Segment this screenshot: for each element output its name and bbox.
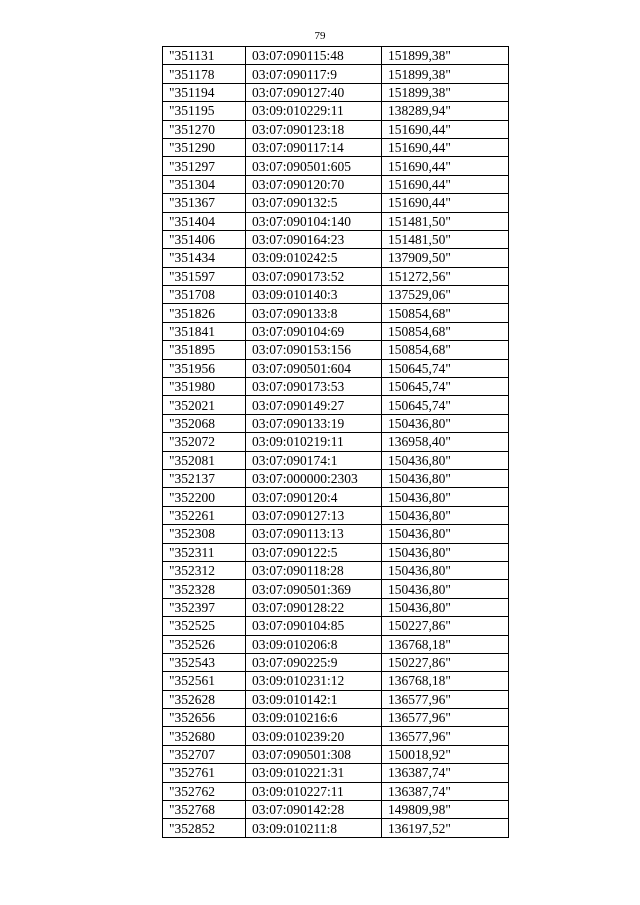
record-id-cell: "351980 — [163, 378, 246, 396]
value-cell: 136577,96" — [382, 727, 509, 745]
table-row — [163, 469, 509, 487]
table-row — [163, 157, 509, 175]
cadastral-number-cell: 03:09:010206:8 — [246, 635, 382, 653]
value-cell: 150436,80" — [382, 580, 509, 598]
value-cell: 150645,74" — [382, 378, 509, 396]
cadastral-number-cell: 03:07:090104:85 — [246, 617, 382, 635]
record-id-cell: "351297 — [163, 157, 246, 175]
table-row — [163, 138, 509, 156]
cadastral-number-cell: 03:07:090127:40 — [246, 83, 382, 101]
cadastral-number-cell: 03:09:010211:8 — [246, 819, 382, 837]
cadastral-number-cell: 03:09:010142:1 — [246, 690, 382, 708]
cadastral-number-cell: 03:09:010242:5 — [246, 249, 382, 267]
record-id-cell: "351406 — [163, 230, 246, 248]
record-id-cell: "352768 — [163, 801, 246, 819]
cadastral-number-cell: 03:07:090174:1 — [246, 451, 382, 469]
table-row — [163, 561, 509, 579]
cadastral-number-cell: 03:09:010221:31 — [246, 764, 382, 782]
value-cell: 151899,38" — [382, 65, 509, 83]
record-id-cell: "352200 — [163, 488, 246, 506]
cadastral-number-cell: 03:07:090173:52 — [246, 267, 382, 285]
record-id-cell: "351131 — [163, 47, 246, 65]
record-id-cell: "351270 — [163, 120, 246, 138]
cadastral-number-cell: 03:09:010216:6 — [246, 709, 382, 727]
cadastral-number-cell: 03:07:090115:48 — [246, 47, 382, 65]
record-id-cell: "352308 — [163, 525, 246, 543]
record-id-cell: "352852 — [163, 819, 246, 837]
table-row — [163, 267, 509, 285]
record-id-cell: "352081 — [163, 451, 246, 469]
value-cell: 150436,80" — [382, 543, 509, 561]
table-row — [163, 286, 509, 304]
table-row — [163, 801, 509, 819]
value-cell: 136768,18" — [382, 672, 509, 690]
record-id-cell: "351708 — [163, 286, 246, 304]
table-row — [163, 819, 509, 837]
table-row — [163, 433, 509, 451]
cadastral-number-cell: 03:07:090104:69 — [246, 322, 382, 340]
cadastral-number-cell: 03:07:090120:70 — [246, 175, 382, 193]
value-cell: 136958,40" — [382, 433, 509, 451]
cadastral-number-cell: 03:07:090120:4 — [246, 488, 382, 506]
value-cell: 151690,44" — [382, 138, 509, 156]
record-id-cell: "352762 — [163, 782, 246, 800]
value-cell: 151690,44" — [382, 175, 509, 193]
table-row — [163, 782, 509, 800]
record-id-cell: "352328 — [163, 580, 246, 598]
cadastral-number-cell: 03:07:090132:5 — [246, 194, 382, 212]
record-id-cell: "351434 — [163, 249, 246, 267]
cadastral-number-cell: 03:09:010229:11 — [246, 102, 382, 120]
table-row — [163, 322, 509, 340]
table-row — [163, 506, 509, 524]
value-cell: 151899,38" — [382, 47, 509, 65]
record-id-cell: "351956 — [163, 359, 246, 377]
value-cell: 149809,98" — [382, 801, 509, 819]
table-row — [163, 488, 509, 506]
value-cell: 150227,86" — [382, 617, 509, 635]
table-row — [163, 175, 509, 193]
value-cell: 151690,44" — [382, 157, 509, 175]
table-row — [163, 249, 509, 267]
table-row — [163, 230, 509, 248]
record-id-cell: "352137 — [163, 469, 246, 487]
cadastral-number-cell: 03:07:090113:13 — [246, 525, 382, 543]
value-cell: 150436,80" — [382, 506, 509, 524]
record-id-cell: "352707 — [163, 745, 246, 763]
value-cell: 150436,80" — [382, 451, 509, 469]
table-row — [163, 83, 509, 101]
value-cell: 136768,18" — [382, 635, 509, 653]
cadastral-number-cell: 03:07:090164:23 — [246, 230, 382, 248]
value-cell: 150436,80" — [382, 598, 509, 616]
cadastral-number-cell: 03:07:000000:2303 — [246, 469, 382, 487]
table-row — [163, 47, 509, 65]
record-id-cell: "351826 — [163, 304, 246, 322]
record-id-cell: "352021 — [163, 396, 246, 414]
cadastral-number-cell: 03:07:090118:28 — [246, 561, 382, 579]
cadastral-number-cell: 03:07:090501:369 — [246, 580, 382, 598]
record-id-cell: "352525 — [163, 617, 246, 635]
cadastral-number-cell: 03:07:090122:5 — [246, 543, 382, 561]
table-row — [163, 709, 509, 727]
cadastral-number-cell: 03:09:010227:11 — [246, 782, 382, 800]
value-cell: 136387,74" — [382, 782, 509, 800]
table-row — [163, 120, 509, 138]
record-id-cell: "351195 — [163, 102, 246, 120]
cadastral-number-cell: 03:07:090133:19 — [246, 414, 382, 432]
record-id-cell: "352543 — [163, 653, 246, 671]
record-id-cell: "351178 — [163, 65, 246, 83]
table-row — [163, 525, 509, 543]
table-row — [163, 543, 509, 561]
record-id-cell: "352312 — [163, 561, 246, 579]
record-id-cell: "352397 — [163, 598, 246, 616]
value-cell: 150018,92" — [382, 745, 509, 763]
value-cell: 151690,44" — [382, 194, 509, 212]
value-cell: 136197,52" — [382, 819, 509, 837]
cadastral-number-cell: 03:09:010140:3 — [246, 286, 382, 304]
record-id-cell: "351304 — [163, 175, 246, 193]
record-id-cell: "352628 — [163, 690, 246, 708]
table-row — [163, 580, 509, 598]
value-cell: 136577,96" — [382, 709, 509, 727]
cadastral-number-cell: 03:09:010219:11 — [246, 433, 382, 451]
value-cell: 150854,68" — [382, 304, 509, 322]
table-row — [163, 304, 509, 322]
cadastral-number-cell: 03:07:090128:22 — [246, 598, 382, 616]
record-id-cell: "352261 — [163, 506, 246, 524]
table-row — [163, 598, 509, 616]
cadastral-number-cell: 03:07:090501:604 — [246, 359, 382, 377]
cadastral-number-cell: 03:07:090173:53 — [246, 378, 382, 396]
cadastral-number-cell: 03:07:090153:156 — [246, 341, 382, 359]
cadastral-number-cell: 03:07:090225:9 — [246, 653, 382, 671]
value-cell: 150227,86" — [382, 653, 509, 671]
cadastral-number-cell: 03:09:010231:12 — [246, 672, 382, 690]
record-id-cell: "351404 — [163, 212, 246, 230]
table-row — [163, 414, 509, 432]
record-id-cell: "352068 — [163, 414, 246, 432]
record-id-cell: "352761 — [163, 764, 246, 782]
cadastral-number-cell: 03:07:090501:605 — [246, 157, 382, 175]
cadastral-number-cell: 03:07:090501:308 — [246, 745, 382, 763]
value-cell: 151481,50" — [382, 230, 509, 248]
record-id-cell: "351367 — [163, 194, 246, 212]
value-cell: 150854,68" — [382, 341, 509, 359]
value-cell: 150436,80" — [382, 561, 509, 579]
table-row — [163, 341, 509, 359]
record-id-cell: "351597 — [163, 267, 246, 285]
table-row — [163, 102, 509, 120]
table-row — [163, 690, 509, 708]
record-id-cell: "352526 — [163, 635, 246, 653]
table-row — [163, 653, 509, 671]
cadastral-number-cell: 03:07:090123:18 — [246, 120, 382, 138]
data-table — [162, 46, 509, 838]
value-cell: 138289,94" — [382, 102, 509, 120]
record-id-cell: "352561 — [163, 672, 246, 690]
table-row — [163, 212, 509, 230]
table-row — [163, 65, 509, 83]
table-row — [163, 451, 509, 469]
value-cell: 150436,80" — [382, 469, 509, 487]
value-cell: 137529,06" — [382, 286, 509, 304]
value-cell: 150854,68" — [382, 322, 509, 340]
table-row — [163, 359, 509, 377]
value-cell: 151690,44" — [382, 120, 509, 138]
page-number: 79 — [314, 30, 326, 42]
record-id-cell: "352311 — [163, 543, 246, 561]
value-cell: 151272,56" — [382, 267, 509, 285]
table-row — [163, 617, 509, 635]
record-id-cell: "351841 — [163, 322, 246, 340]
table-row — [163, 194, 509, 212]
cadastral-number-cell: 03:07:090127:13 — [246, 506, 382, 524]
value-cell: 137909,50" — [382, 249, 509, 267]
record-id-cell: "352656 — [163, 709, 246, 727]
cadastral-number-cell: 03:07:090104:140 — [246, 212, 382, 230]
record-id-cell: "351290 — [163, 138, 246, 156]
value-cell: 136577,96" — [382, 690, 509, 708]
record-id-cell: "351194 — [163, 83, 246, 101]
record-id-cell: "352072 — [163, 433, 246, 451]
value-cell: 151481,50" — [382, 212, 509, 230]
cadastral-number-cell: 03:07:090133:8 — [246, 304, 382, 322]
value-cell: 150645,74" — [382, 359, 509, 377]
cadastral-number-cell: 03:07:090149:27 — [246, 396, 382, 414]
table-row — [163, 764, 509, 782]
value-cell: 150436,80" — [382, 488, 509, 506]
value-cell: 150436,80" — [382, 525, 509, 543]
table-row — [163, 672, 509, 690]
cadastral-number-cell: 03:09:010239:20 — [246, 727, 382, 745]
table-row — [163, 635, 509, 653]
cadastral-number-cell: 03:07:090117:9 — [246, 65, 382, 83]
cadastral-number-cell: 03:07:090142:28 — [246, 801, 382, 819]
value-cell: 136387,74" — [382, 764, 509, 782]
table-row — [163, 745, 509, 763]
record-id-cell: "351895 — [163, 341, 246, 359]
record-id-cell: "352680 — [163, 727, 246, 745]
table-row — [163, 727, 509, 745]
table-row — [163, 378, 509, 396]
table-row — [163, 396, 509, 414]
value-cell: 151899,38" — [382, 83, 509, 101]
value-cell: 150436,80" — [382, 414, 509, 432]
table-body — [163, 47, 509, 838]
value-cell: 150645,74" — [382, 396, 509, 414]
cadastral-number-cell: 03:07:090117:14 — [246, 138, 382, 156]
